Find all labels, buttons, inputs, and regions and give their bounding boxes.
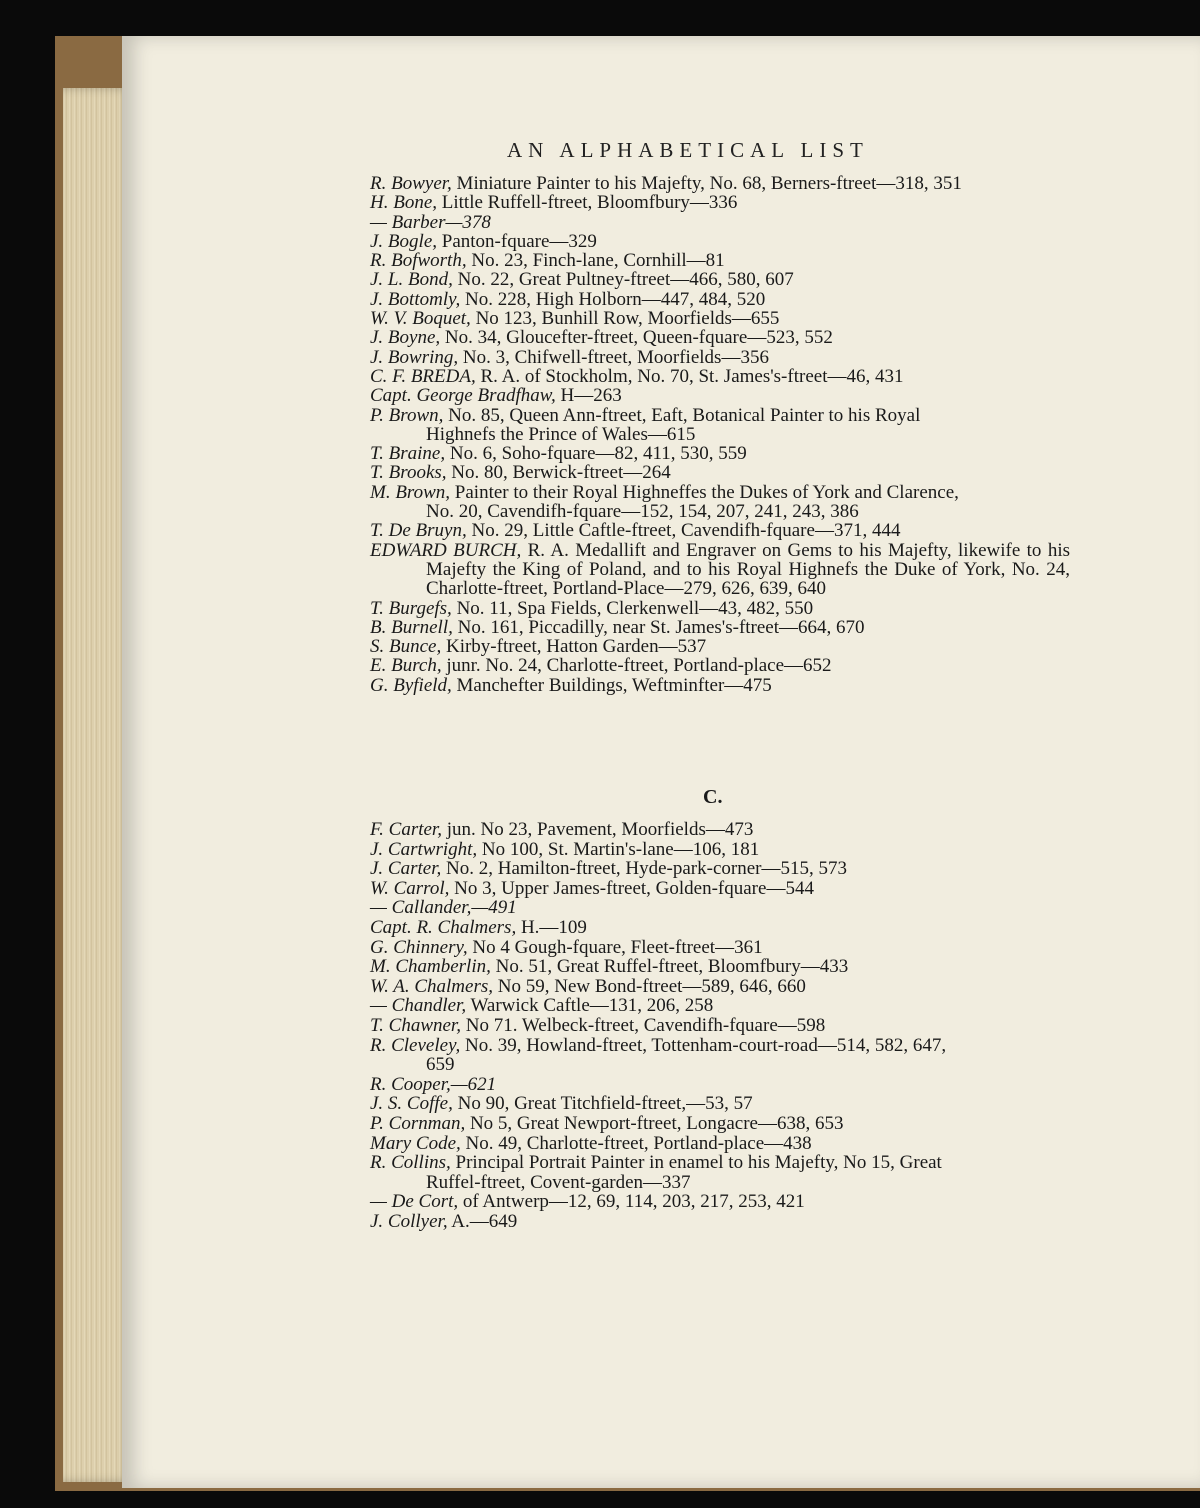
list-entry (370, 996, 1070, 1016)
list-entry (370, 1016, 1070, 1036)
entry-text: Panton-fquare—329 (437, 230, 597, 252)
entry-name: G. Chinnery, (370, 936, 468, 958)
list-entry (370, 1134, 1070, 1154)
list-entry (370, 1114, 1070, 1134)
entry-name: EDWARD BURCH, (370, 539, 522, 561)
list-entry (370, 618, 1070, 637)
list-entry (370, 656, 1070, 675)
entry-continuation: Highnefs the Prince of Wales—615 (426, 423, 696, 445)
list-entry (370, 309, 1070, 328)
entry-text: No. 29, Little Caftle-ftreet, Cavendifh-fquare—371, 444 (466, 520, 901, 542)
entry-name: H. Bone, (370, 192, 438, 214)
entry-name: P. Cornman, (370, 1112, 466, 1134)
entry-name: T. Burgefs, (370, 597, 452, 619)
list-entry (370, 1075, 1070, 1095)
list-entry (370, 193, 1070, 212)
list-entry (370, 521, 1070, 540)
entry-text: No 59, New Bond-ftreet—589, 646, 660 (493, 975, 806, 997)
entry-text: No. 6, Soho-fquare—82, 411, 530, 559 (445, 443, 747, 465)
entry-text: No 100, St. Martin's-lane—106, 181 (477, 838, 760, 860)
list-entry (370, 938, 1070, 958)
entry-name: J. Cartwright, (370, 838, 478, 860)
entry-text: H.—109 (516, 916, 587, 938)
list-entry (370, 386, 1070, 405)
entry-name: B. Burnell, (370, 616, 453, 638)
section-heading-c: C. (703, 786, 723, 808)
list-entry (370, 918, 1070, 938)
entry-text: No. 39, Howland-ftreet, Tottenham-court-road—514, 582, 647, (460, 1034, 947, 1056)
list-entry (370, 174, 1070, 193)
entry-name: — Callander,—491 (370, 897, 517, 919)
list-entry (370, 676, 1070, 695)
entry-text: No. 23, Finch-lane, Cornhill—81 (466, 250, 725, 272)
entry-text: No. 34, Gloucefter-ftreet, Queen-fquare—523, 552 (440, 327, 833, 349)
entry-name: R. Cleveley, (370, 1034, 461, 1056)
entry-name: J. L. Bond, (370, 269, 453, 291)
entry-name: J. Bowring, (370, 346, 459, 368)
entry-name: — De Cort, (370, 1191, 459, 1213)
list-entry (370, 483, 1070, 502)
entry-text: jun. No 23, Pavement, Moorfields—473 (441, 819, 754, 840)
list-entry (370, 820, 1070, 840)
entry-name: W. A. Chalmers, (370, 975, 493, 997)
list-entry (370, 251, 1070, 270)
entry-text: No. 161, Piccadilly, near St. James's-ftreet—664, 670 (452, 616, 865, 638)
list-entry (370, 977, 1070, 997)
list-entry (370, 1094, 1070, 1114)
entry-text: No. 2, Hamilton-ftreet, Hyde-park-corner—515, 573 (441, 858, 847, 880)
list-entry (370, 444, 1070, 463)
entries-b (370, 174, 1070, 695)
list-entry (370, 232, 1070, 251)
entry-name: T. De Bruyn, (370, 520, 467, 542)
entry-text: Little Ruffell-ftreet, Bloomfbury—336 (437, 192, 738, 214)
list-entry (370, 328, 1070, 347)
entry-name: R. Bowyer, (370, 173, 452, 194)
entry-name: T. Braine, (370, 443, 446, 465)
entry-name: J. S. Coffe, (370, 1093, 453, 1115)
entry-name: P. Brown, (370, 404, 444, 426)
list-entry (370, 348, 1070, 367)
list-entry (370, 840, 1070, 860)
entry-name: G. Byfield, (370, 674, 452, 696)
entry-continuation: No. 20, Cavendifh-fquare—152, 154, 207, 241, 243, 386 (426, 501, 859, 523)
entry-text: Miniature Painter to his Majefty, No. 68, Berners-ftreet—318, 351 (451, 173, 962, 194)
entry-name: — Barber—378 (370, 211, 491, 233)
entry-text: of Antwerp—12, 69, 114, 203, 217, 253, 421 (458, 1191, 805, 1213)
list-entry (370, 367, 1070, 386)
list-entry (370, 463, 1070, 482)
entry-text: R. A. Medallift and Engraver on Gems to his Majefty, likewife to his Majefty the King of Poland, and to his Royal Highnefs the Duke of York, No. 24, Charlotte-ftreet, Portland-Place—279, 626, 639, 640 (426, 539, 1070, 600)
list-entry (370, 599, 1070, 618)
entry-text: No. 11, Spa Fields, Clerkenwell—43, 482, 550 (451, 597, 814, 619)
list-entry (370, 879, 1070, 899)
entry-text: No 123, Bunhill Row, Moorfields—655 (470, 308, 780, 330)
entries-c (370, 820, 1070, 1231)
list-entry (370, 406, 1070, 425)
list-entry (370, 541, 1070, 599)
entry-name: J. Carter, (370, 858, 442, 880)
list-entry (370, 1212, 1070, 1232)
entry-name: W. Carrol, (370, 877, 450, 899)
entry-text: junr. No. 24, Charlotte-ftreet, Portland-place—652 (441, 655, 832, 677)
entry-text: No 5, Great Newport-ftreet, Longacre—638, 653 (465, 1112, 844, 1134)
entry-name: J. Bogle, (370, 230, 438, 252)
entry-text: R. A. of Stockholm, No. 70, St. James's-ftreet—46, 431 (475, 365, 904, 387)
list-entry (370, 213, 1070, 232)
entry-name: T. Chawner, (370, 1014, 461, 1036)
entry-name: F. Carter, (370, 819, 442, 840)
entry-continuation: 659 (426, 1054, 455, 1076)
entry-name: R. Bofworth, (370, 250, 467, 272)
entry-text: No. 85, Queen Ann-ftreet, Eaft, Botanical Painter to his Royal (443, 404, 921, 426)
list-entry (370, 637, 1070, 656)
list-entry (370, 290, 1070, 309)
entry-name: C. F. BREDA, (370, 365, 476, 387)
entry-text: No 3, Upper James-ftreet, Golden-fquare—544 (449, 877, 814, 899)
entry-text: H—263 (555, 385, 622, 407)
entry-text: No. 228, High Holborn—447, 484, 520 (460, 288, 766, 310)
entry-name: Capt. George Bradfhaw, (370, 385, 556, 407)
entry-continuation: Ruffel-ftreet, Covent-garden—337 (426, 1171, 691, 1193)
list-entry (370, 1153, 1070, 1173)
list-entry (370, 859, 1070, 879)
entry-text: No. 51, Great Ruffel-ftreet, Bloomfbury—433 (490, 956, 849, 978)
list-entry (370, 898, 1070, 918)
entry-name: M. Brown, (370, 481, 451, 503)
entry-name: E. Burch, (370, 655, 442, 677)
entry-text: Kirby-ftreet, Hatton Garden—537 (441, 636, 707, 658)
entry-name: T. Brooks, (370, 462, 447, 484)
entry-text: No. 3, Chifwell-ftreet, Moorfields—356 (458, 346, 769, 368)
entry-text: No 4 Gough-fquare, Fleet-ftreet—361 (467, 936, 763, 958)
list-entry (370, 270, 1070, 289)
entry-name: M. Chamberlin, (370, 956, 491, 978)
entry-text: No 90, Great Titchfield-ftreet,—53, 57 (452, 1093, 753, 1115)
entry-name: J. Bottomly, (370, 288, 461, 310)
entry-text: No. 49, Charlotte-ftreet, Portland-place—438 (460, 1132, 812, 1154)
entry-name: W. V. Boquet, (370, 308, 471, 330)
entry-text: Principal Portrait Painter in enamel to his Majefty, No 15, Great (450, 1152, 942, 1174)
entry-name: J. Boyne, (370, 327, 441, 349)
entry-text: No. 22, Great Pultney-ftreet—466, 580, 607 (452, 269, 794, 291)
entry-name: J. Collyer, (370, 1210, 448, 1232)
list-entry (370, 1192, 1070, 1212)
entry-text: No. 80, Berwick-ftreet—264 (446, 462, 671, 484)
entry-name: R. Collins, (370, 1152, 451, 1174)
entry-name: R. Cooper,—621 (370, 1073, 497, 1095)
entry-text: Painter to their Royal Highneffes the Dukes of York and Clarence, (450, 481, 959, 503)
entry-name: — Chandler, (370, 995, 467, 1017)
page-header: AN ALPHABETICAL LIST (507, 138, 869, 162)
entry-text: A.—649 (447, 1210, 518, 1232)
entry-text: No 71. Welbeck-ftreet, Cavendifh-fquare—598 (460, 1014, 826, 1036)
entry-name: S. Bunce, (370, 636, 442, 658)
entry-name: Mary Code, (370, 1132, 461, 1154)
entry-name: Capt. R. Chalmers, (370, 916, 517, 938)
entry-text: Warwick Caftle—131, 206, 258 (466, 995, 714, 1017)
list-entry (370, 957, 1070, 977)
list-entry (370, 1036, 1070, 1056)
entry-text: Manchefter Buildings, Weftminfter—475 (451, 674, 772, 696)
